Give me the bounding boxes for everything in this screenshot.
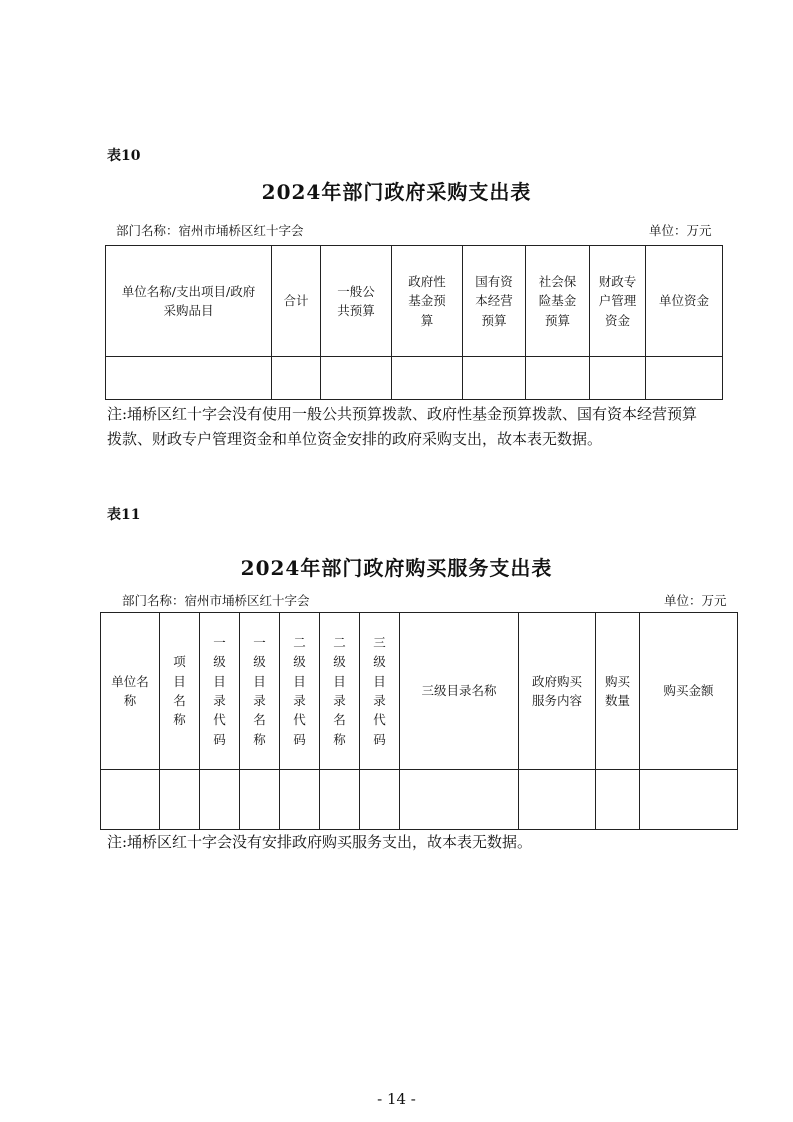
table11-header-row: [101, 613, 738, 770]
table11-empty-cell: [200, 770, 240, 830]
table11-header-text: 二级目录名称: [333, 634, 346, 747]
table10-empty-cell: [590, 357, 646, 400]
table11-dept-name: 部门名称：宿州市埇桥区红十字会: [122, 593, 310, 608]
table10-header-cell: 单位资金: [646, 246, 723, 357]
table11-header-cell: [160, 613, 200, 770]
table11-empty-cell: [320, 770, 360, 830]
table11-header-cell: 单位名称: [101, 613, 160, 770]
table10-dept-name: 部门名称：宿州市埇桥区红十字会: [116, 223, 304, 238]
table11-empty-cell: [160, 770, 200, 830]
table11-header-cell: [360, 613, 400, 770]
table10-grid: [105, 245, 723, 400]
table11-note: 注:埇桥区红十字会没有安排政府购买服务支出，故本表无数据。: [107, 833, 533, 851]
table10-header-cell: 政府性基金预算: [392, 246, 463, 357]
table10-empty-cell: [526, 357, 590, 400]
table10-header-cell: 合计: [272, 246, 321, 357]
page-number: - 14 -: [377, 1090, 416, 1108]
table10-empty-row: [106, 357, 723, 400]
table11-grid: [100, 612, 738, 830]
table10-label: 表10: [107, 148, 141, 164]
table10-empty-cell: [392, 357, 463, 400]
table11-empty-cell: [360, 770, 400, 830]
table11-header-text: 项目名称: [173, 654, 186, 728]
table11-header-text: 一级目录代码: [213, 634, 226, 747]
table11-empty-cell: [519, 770, 596, 830]
table11-header-text: 一级目录名称: [253, 634, 266, 747]
table11-header-cell: [320, 613, 360, 770]
table11-label: 表11: [107, 507, 141, 523]
table10-empty-cell: [272, 357, 321, 400]
table11-header-text: 二级目录代码: [293, 634, 306, 747]
table10-empty-cell: [321, 357, 392, 400]
table11-header-cell: [200, 613, 240, 770]
table11-empty-row: [101, 770, 738, 830]
table11-empty-cell: [240, 770, 280, 830]
table10-note: 注:埇桥区红十字会没有使用一般公共预算拨款、政府性基金预算拨款、国有资本经营预算拨款、财政专户管理资金和单位资金安排的政府采购支出，故本表无数据。: [107, 405, 698, 448]
table11-unit: 单位：万元: [664, 593, 727, 608]
table10-title: 2024年部门政府采购支出表: [261, 180, 532, 204]
table11-empty-cell: [596, 770, 640, 830]
table10-header-cell: 国有资本经营预算: [463, 246, 526, 357]
table11-header-cell: [240, 613, 280, 770]
table10-header-cell: 一般公共预算: [321, 246, 392, 357]
table10-header-row: [106, 246, 723, 357]
table11-header-cell: 政府购买服务内容: [519, 613, 596, 770]
table10-empty-cell: [106, 357, 272, 400]
table10-unit: 单位：万元: [649, 223, 712, 238]
table10-header-cell: 单位名称/支出项目/政府采购品目: [106, 246, 272, 357]
table11-header-text: 三级目录代码: [373, 634, 386, 747]
table11-empty-cell: [640, 770, 738, 830]
table10-empty-cell: [463, 357, 526, 400]
table10-header-cell: 社会保险基金预算: [526, 246, 590, 357]
table11-header-cell: [280, 613, 320, 770]
table10-header-cell: 财政专户管理资金: [590, 246, 646, 357]
table10-empty-cell: [646, 357, 723, 400]
table11-empty-cell: [101, 770, 160, 830]
table11-title: 2024年部门政府购买服务支出表: [240, 556, 553, 580]
table11-header-cell: 购买数量: [596, 613, 640, 770]
table11-header-cell: 购买金额: [640, 613, 738, 770]
table11-empty-cell: [280, 770, 320, 830]
table11-header-cell: 三级目录名称: [400, 613, 519, 770]
table11-empty-cell: [400, 770, 519, 830]
